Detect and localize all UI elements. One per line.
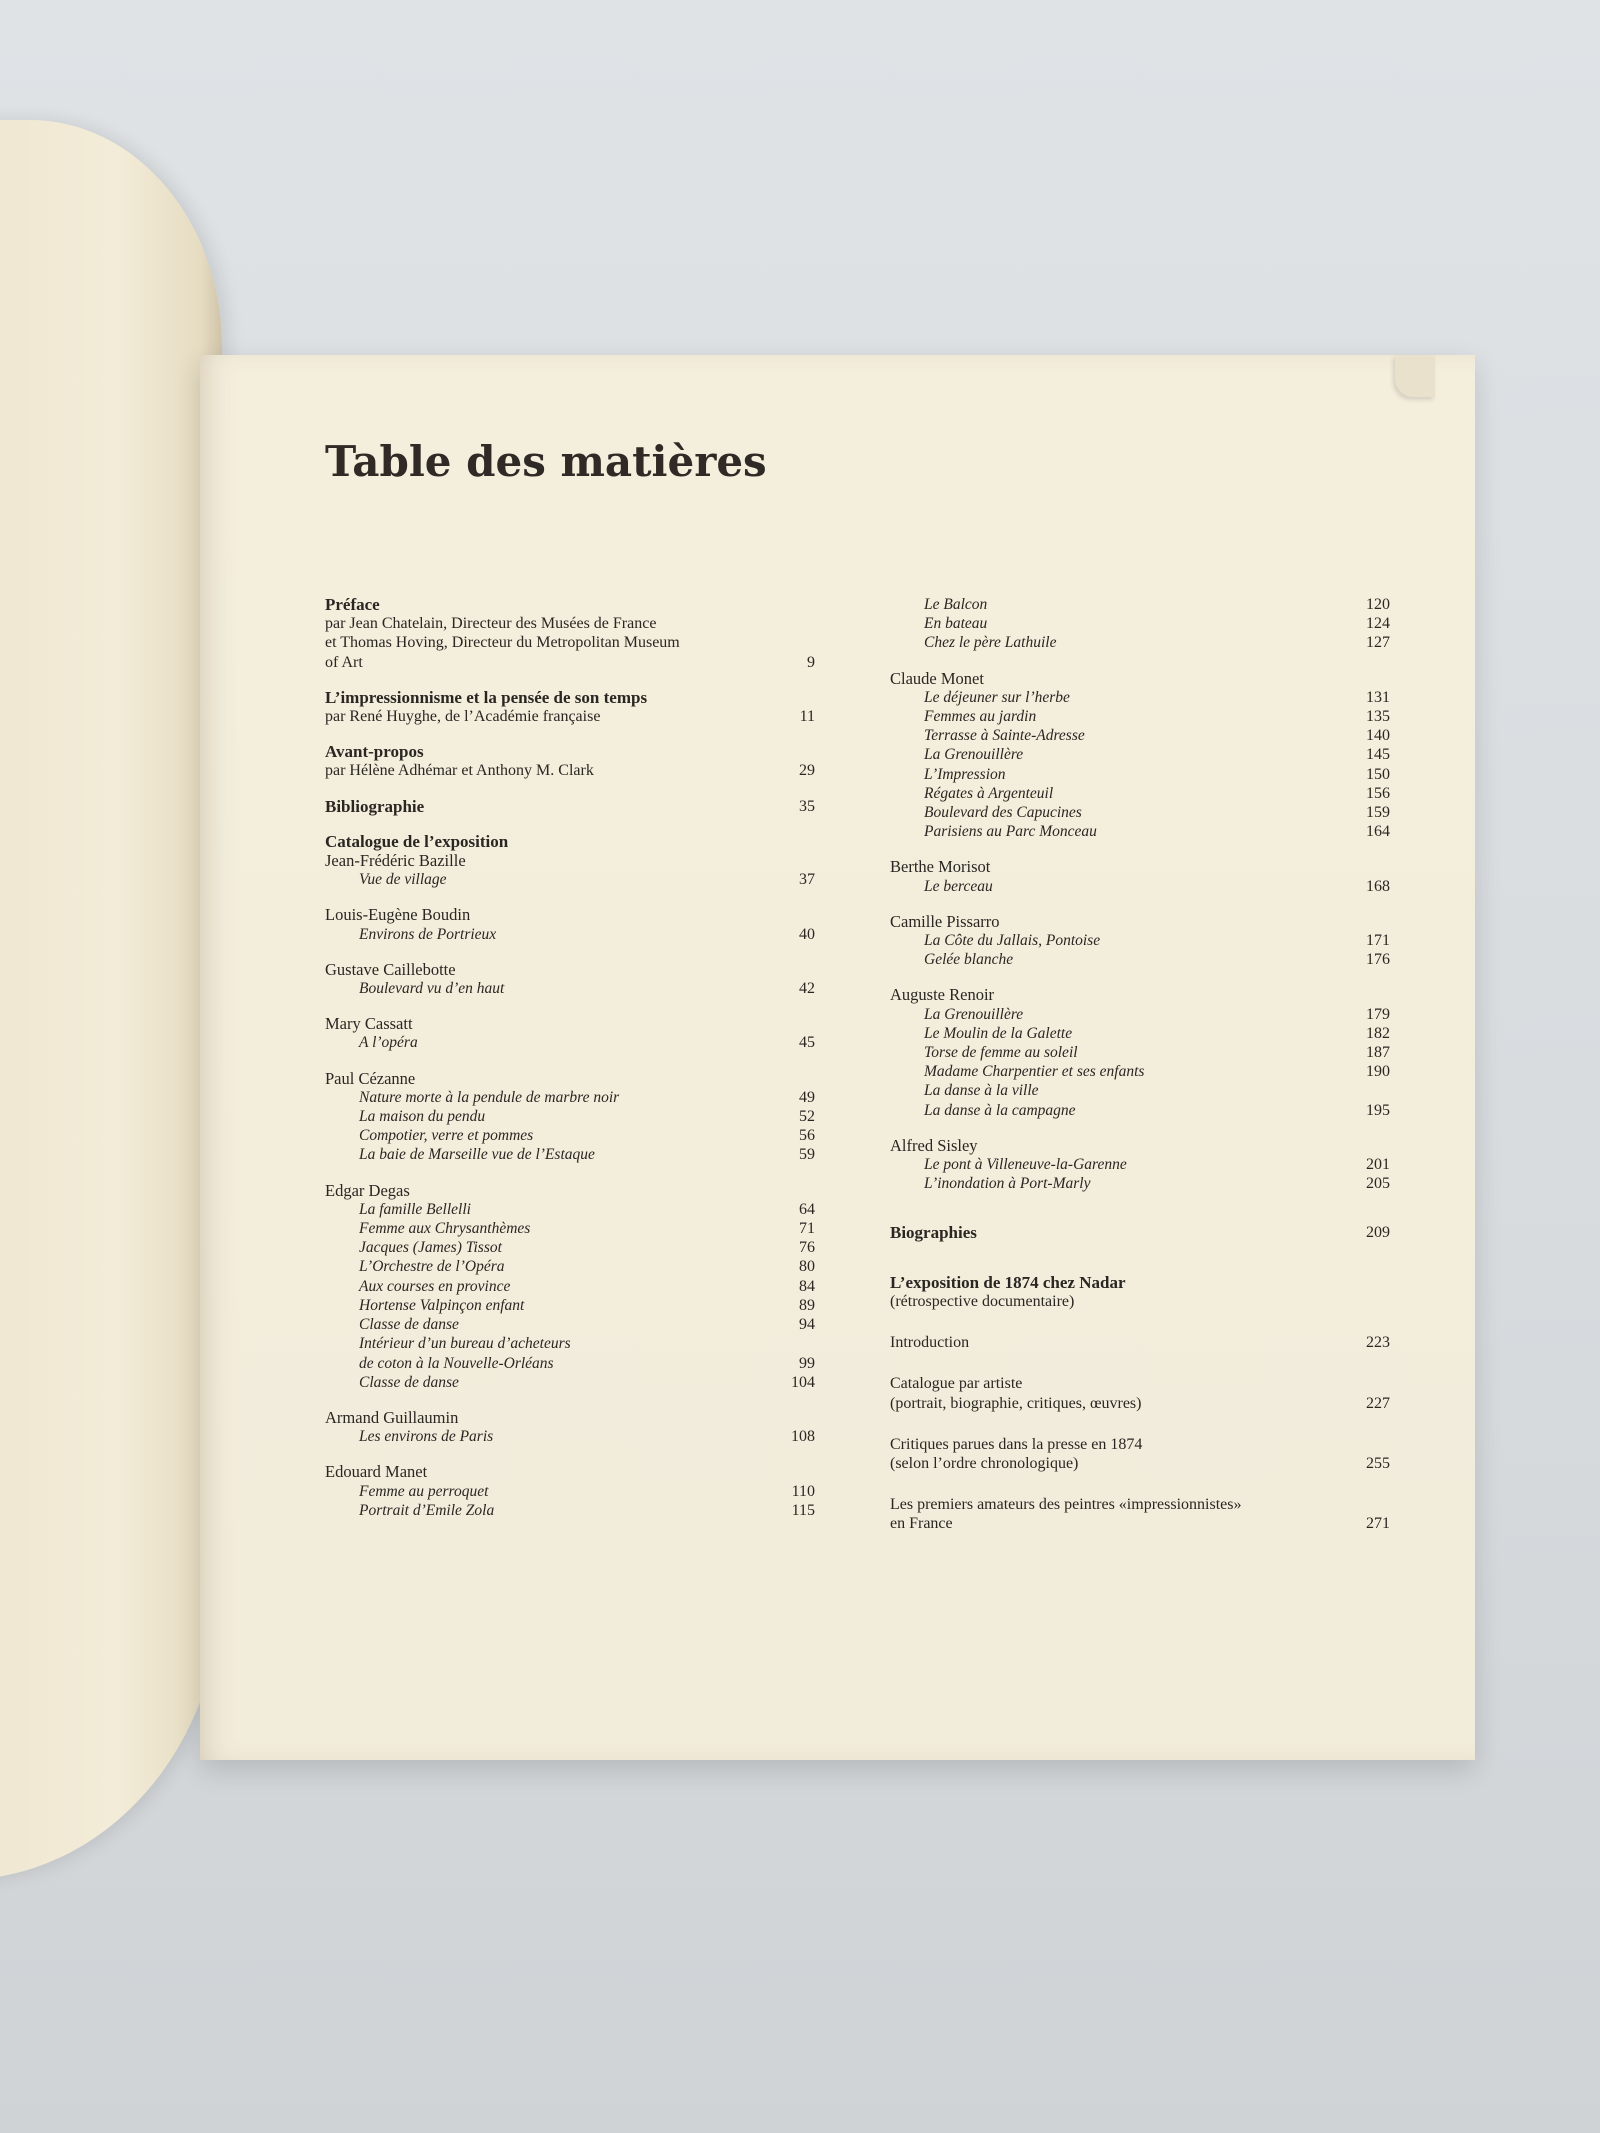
toc-entry-title: (selon l’ordre chronologique) xyxy=(890,1454,1079,1472)
toc-section xyxy=(325,1408,815,1446)
toc-entry-title: La Grenouillère xyxy=(924,746,1024,764)
toc-entry-title: Femmes au jardin xyxy=(924,708,1037,726)
toc-entry xyxy=(890,669,1390,688)
toc-entry xyxy=(890,1024,1390,1043)
toc-entry-title: Aux courses en province xyxy=(359,1277,511,1295)
toc-entry-title: Le pont à Villeneuve-la-Garenne xyxy=(924,1156,1127,1174)
toc-entry xyxy=(325,1200,815,1219)
toc-entry xyxy=(890,707,1390,726)
toc-entry-title: L’inondation à Port-Marly xyxy=(924,1175,1091,1193)
toc-entry-title: Le berceau xyxy=(924,877,993,895)
toc-entry-title: Classe de danse xyxy=(359,1373,459,1391)
toc-entry xyxy=(890,595,1390,614)
toc-entry-title: Portrait d’Emile Zola xyxy=(359,1501,495,1519)
toc-page-number: 131 xyxy=(1366,688,1390,706)
toc-entry-title: La famille Bellelli xyxy=(359,1200,471,1218)
toc-entry xyxy=(325,1069,815,1088)
toc-page-number: 45 xyxy=(799,1034,815,1052)
toc-entry-title: (portrait, biographie, critiques, œuvres) xyxy=(890,1394,1142,1412)
toc-entry xyxy=(325,1501,815,1520)
toc-entry-title: L’exposition de 1874 chez Nadar xyxy=(890,1272,1126,1292)
toc-page-number: 35 xyxy=(799,797,815,815)
toc-entry-title: Berthe Morisot xyxy=(890,857,991,877)
toc-page-number: 171 xyxy=(1366,932,1390,950)
toc-page-number: 37 xyxy=(799,871,815,889)
toc-entry xyxy=(325,633,815,652)
toc-entry-title: Nature morte à la pendule de marbre noir xyxy=(359,1088,620,1106)
toc-page-number: 159 xyxy=(1366,804,1390,822)
toc-entry-title: Avant-propos xyxy=(325,742,424,762)
toc-entry-title: Compotier, verre et pommes xyxy=(359,1127,534,1145)
toc-page-number: 205 xyxy=(1366,1175,1390,1193)
toc-entry-title: A l’opéra xyxy=(359,1034,418,1052)
toc-entry-title: En bateau xyxy=(924,615,988,633)
toc-section xyxy=(890,857,1390,895)
toc-entry xyxy=(890,633,1390,652)
toc-entry-title: Catalogue par artiste xyxy=(890,1375,1023,1393)
toc-entry xyxy=(890,1062,1390,1081)
toc-page-number: 150 xyxy=(1366,765,1390,783)
toc-entry-title: Critiques parues dans la presse en 1874 xyxy=(890,1435,1143,1453)
toc-section xyxy=(325,1181,815,1392)
toc-page-number: 120 xyxy=(1366,596,1390,613)
toc-page-number: 94 xyxy=(799,1316,815,1334)
toc-page-number: 104 xyxy=(791,1373,815,1391)
toc-entry-title: Jacques (James) Tissot xyxy=(359,1239,502,1257)
toc-section xyxy=(325,1014,815,1052)
toc-page-number: 64 xyxy=(799,1200,815,1218)
toc-page-number: 223 xyxy=(1366,1334,1390,1352)
toc-entry xyxy=(325,1334,815,1353)
toc-entry-title: Hortense Valpinçon enfant xyxy=(359,1296,525,1314)
toc-entry-title: Le Moulin de la Galette xyxy=(924,1024,1073,1042)
toc-entry xyxy=(325,1296,815,1315)
toc-entry-title: Classe de danse xyxy=(359,1316,459,1334)
toc-page-number: 108 xyxy=(791,1428,815,1446)
toc-entry xyxy=(325,1145,815,1164)
toc-entry xyxy=(890,1514,1390,1533)
toc-entry-title: La Côte du Jallais, Pontoise xyxy=(924,932,1101,950)
toc-entry-title: La danse à la ville xyxy=(924,1082,1039,1100)
toc-entry xyxy=(325,1373,815,1392)
toc-entry xyxy=(890,985,1390,1004)
toc-page-number: 115 xyxy=(791,1501,815,1519)
toc-entry-title: of Art xyxy=(325,653,363,671)
toc-entry-title: Femme aux Chrysanthèmes xyxy=(359,1220,531,1238)
toc-entry xyxy=(325,905,815,924)
toc-entry xyxy=(325,653,815,672)
toc-entry xyxy=(325,595,815,614)
toc-column-left xyxy=(325,595,815,1536)
toc-entry xyxy=(890,1101,1390,1120)
toc-entry-title: Mary Cassatt xyxy=(325,1014,413,1034)
toc-entry xyxy=(890,877,1390,896)
toc-entry-title: Environs de Portrieux xyxy=(359,925,497,943)
toc-section xyxy=(325,595,815,672)
toc-entry-title: Camille Pissarro xyxy=(890,911,1000,931)
toc-entry xyxy=(890,1174,1390,1193)
toc-entry xyxy=(325,1462,815,1481)
toc-entry-title: Le Balcon xyxy=(924,596,988,613)
toc-page-number: 29 xyxy=(799,762,815,780)
toc-entry xyxy=(890,1454,1390,1473)
toc-entry-title: en France xyxy=(890,1515,953,1533)
toc-entry xyxy=(325,851,815,870)
toc-entry-title: (rétrospective documentaire) xyxy=(890,1292,1075,1310)
toc-section xyxy=(325,797,815,816)
toc-entry-title: Boulevard vu d’en haut xyxy=(359,980,505,998)
toc-entry-title: La danse à la campagne xyxy=(924,1101,1076,1119)
toc-entry xyxy=(325,614,815,633)
toc-entry-title: Edgar Degas xyxy=(325,1180,410,1200)
toc-entry-title: La Grenouillère xyxy=(924,1005,1024,1023)
toc-page-number: 80 xyxy=(799,1258,815,1276)
toc-entry xyxy=(890,1333,1390,1352)
toc-entry xyxy=(325,1126,815,1145)
toc-page-number: 84 xyxy=(799,1277,815,1295)
toc-page-number: 187 xyxy=(1366,1044,1390,1062)
toc-entry-title: Bibliographie xyxy=(325,796,425,816)
toc-page-number: 135 xyxy=(1366,708,1390,726)
toc-entry xyxy=(890,726,1390,745)
toc-entry xyxy=(890,803,1390,822)
toc-page-number: 99 xyxy=(799,1354,815,1372)
toc-section xyxy=(890,1495,1390,1533)
toc-section xyxy=(890,1435,1390,1473)
toc-entry xyxy=(325,1033,815,1052)
toc-page-number: 201 xyxy=(1366,1156,1390,1174)
toc-section xyxy=(325,905,815,943)
toc-entry-title: Le déjeuner sur l’herbe xyxy=(924,688,1070,706)
toc-section xyxy=(325,1462,815,1520)
toc-entry-title: L’impressionnisme et la pensée de son temps xyxy=(325,687,648,707)
toc-entry-title: Edouard Manet xyxy=(325,1462,428,1482)
toc-entry xyxy=(325,1257,815,1276)
toc-entry xyxy=(890,1005,1390,1024)
toc-entry xyxy=(325,1315,815,1334)
toc-page-number: 168 xyxy=(1366,877,1390,895)
toc-entry-title: Claude Monet xyxy=(890,668,984,688)
toc-entry xyxy=(890,1435,1390,1454)
toc-entry-title: Vue de village xyxy=(359,871,447,889)
toc-entry-title: Intérieur d’un bureau d’acheteurs xyxy=(359,1335,571,1353)
toc-entry xyxy=(325,1014,815,1033)
toc-entry-title: Jean-Frédéric Bazille xyxy=(325,851,466,871)
toc-entry xyxy=(890,1081,1390,1100)
toc-entry-title: Gustave Caillebotte xyxy=(325,959,456,979)
toc-entry-title: Biographies xyxy=(890,1223,977,1243)
toc-entry xyxy=(325,1277,815,1296)
toc-section xyxy=(890,912,1390,970)
toc-entry-title: Armand Guillaumin xyxy=(325,1407,459,1427)
toc-section xyxy=(325,832,815,890)
toc-entry xyxy=(325,1107,815,1126)
toc-entry xyxy=(890,1292,1390,1311)
toc-entry xyxy=(325,1427,815,1446)
toc-entry xyxy=(890,857,1390,876)
toc-entry xyxy=(890,688,1390,707)
toc-entry xyxy=(890,1495,1390,1514)
facing-page xyxy=(0,120,222,1880)
toc-entry xyxy=(890,1155,1390,1174)
toc-entry-title: de coton à la Nouvelle-Orléans xyxy=(359,1354,554,1372)
toc-entry xyxy=(325,1219,815,1238)
toc-entry-title: et Thomas Hoving, Directeur du Metropolitan Museum xyxy=(325,634,680,652)
toc-page-number: 179 xyxy=(1366,1005,1390,1023)
toc-page-number: 40 xyxy=(799,925,815,943)
toc-entry xyxy=(325,870,815,889)
toc-entry xyxy=(890,912,1390,931)
page-title: Table des matières xyxy=(325,437,767,486)
toc-section xyxy=(325,960,815,998)
toc-entry-title: Madame Charpentier et ses enfants xyxy=(924,1063,1145,1081)
toc-entry-title: Introduction xyxy=(890,1334,970,1352)
toc-section xyxy=(325,1069,815,1165)
toc-entry xyxy=(325,925,815,944)
toc-page-number: 11 xyxy=(799,708,815,726)
toc-page-number: 145 xyxy=(1366,746,1390,764)
toc-entry xyxy=(890,745,1390,764)
toc-entry-title: Terrasse à Sainte-Adresse xyxy=(924,727,1085,745)
toc-entry-title: Auguste Renoir xyxy=(890,985,995,1005)
toc-entry xyxy=(890,1223,1390,1242)
folded-corner xyxy=(1395,355,1435,397)
toc-entry xyxy=(890,1374,1390,1393)
toc-entry-title: Gelée blanche xyxy=(924,951,1014,969)
book-page xyxy=(200,355,1475,1760)
toc-section xyxy=(325,742,815,780)
toc-entry xyxy=(325,707,815,726)
toc-section xyxy=(890,985,1390,1119)
toc-page-number: 56 xyxy=(799,1127,815,1145)
toc-page-number: 127 xyxy=(1366,634,1390,652)
toc-entry-title: Paul Cézanne xyxy=(325,1068,416,1088)
toc-entry-title: La baie de Marseille vue de l’Estaque xyxy=(359,1146,595,1164)
toc-page-number: 195 xyxy=(1366,1101,1390,1119)
toc-entry-title: Boulevard des Capucines xyxy=(924,804,1082,822)
toc-entry-title: Les premiers amateurs des peintres «impressionnistes» xyxy=(890,1496,1242,1514)
toc-entry-title: Chez le père Lathuile xyxy=(924,634,1057,652)
toc-page-number: 49 xyxy=(799,1088,815,1106)
toc-page-number: 227 xyxy=(1366,1394,1390,1412)
toc-page-number: 182 xyxy=(1366,1024,1390,1042)
toc-entry-title: La maison du pendu xyxy=(359,1108,486,1126)
toc-entry xyxy=(325,797,815,816)
toc-entry xyxy=(325,688,815,707)
toc-section xyxy=(890,1136,1390,1194)
toc-section xyxy=(890,1374,1390,1412)
toc-entry-title: Les environs de Paris xyxy=(359,1428,494,1446)
toc-entry-title: Régates à Argenteuil xyxy=(924,784,1054,802)
toc-entry-title: Préface xyxy=(325,595,380,614)
toc-entry xyxy=(325,1181,815,1200)
toc-page-number: 110 xyxy=(791,1482,815,1500)
toc-entry xyxy=(890,931,1390,950)
toc-entry xyxy=(890,1136,1390,1155)
toc-entry xyxy=(890,1394,1390,1413)
toc-entry-title: Alfred Sisley xyxy=(890,1135,978,1155)
toc-page-number: 209 xyxy=(1366,1224,1390,1242)
toc-section xyxy=(890,1273,1390,1311)
toc-entry xyxy=(325,979,815,998)
toc-entry xyxy=(325,832,815,851)
toc-entry-title: Louis-Eugène Boudin xyxy=(325,905,471,925)
toc-entry xyxy=(325,960,815,979)
toc-page-number: 89 xyxy=(799,1296,815,1314)
toc-page-number: 42 xyxy=(799,980,815,998)
toc-entry xyxy=(890,784,1390,803)
toc-entry-title: Catalogue de l’exposition xyxy=(325,831,509,851)
toc-entry xyxy=(325,1408,815,1427)
toc-page-number: 71 xyxy=(799,1220,815,1238)
toc-page-number: 59 xyxy=(799,1146,815,1164)
toc-entry-title: L’Orchestre de l’Opéra xyxy=(359,1258,505,1276)
toc-page-number: 140 xyxy=(1366,727,1390,745)
toc-entry xyxy=(890,614,1390,633)
toc-column-right xyxy=(890,595,1390,1550)
toc-entry xyxy=(325,1238,815,1257)
toc-section xyxy=(890,1223,1390,1242)
toc-entry xyxy=(325,761,815,780)
toc-entry xyxy=(325,1088,815,1107)
toc-page-number: 76 xyxy=(799,1239,815,1257)
toc-section xyxy=(890,669,1390,842)
toc-section xyxy=(890,1333,1390,1352)
toc-entry xyxy=(890,822,1390,841)
toc-entry xyxy=(890,1043,1390,1062)
toc-entry-title: par Hélène Adhémar et Anthony M. Clark xyxy=(325,762,594,780)
toc-entry xyxy=(890,950,1390,969)
toc-section xyxy=(890,595,1390,653)
toc-entry xyxy=(890,1273,1390,1292)
toc-page-number: 9 xyxy=(807,653,815,671)
toc-page-number: 164 xyxy=(1366,823,1390,841)
toc-page-number: 255 xyxy=(1366,1454,1390,1472)
toc-entry-title: L’Impression xyxy=(924,765,1006,783)
toc-page-number: 124 xyxy=(1366,615,1390,633)
toc-entry-title: par Jean Chatelain, Directeur des Musées de France xyxy=(325,615,657,633)
toc-entry xyxy=(325,1354,815,1373)
toc-entry-title: par René Huyghe, de l’Académie française xyxy=(325,708,601,726)
toc-entry-title: Femme au perroquet xyxy=(359,1482,489,1500)
toc-entry xyxy=(325,742,815,761)
toc-page-number: 52 xyxy=(799,1108,815,1126)
toc-page-number: 156 xyxy=(1366,784,1390,802)
toc-entry xyxy=(890,765,1390,784)
toc-page-number: 190 xyxy=(1366,1063,1390,1081)
toc-entry-title: Torse de femme au soleil xyxy=(924,1044,1078,1062)
toc-page-number: 271 xyxy=(1366,1515,1390,1533)
toc-section xyxy=(325,688,815,726)
toc-entry xyxy=(325,1482,815,1501)
toc-page-number: 176 xyxy=(1366,951,1390,969)
toc-entry-title: Parisiens au Parc Monceau xyxy=(924,823,1097,841)
